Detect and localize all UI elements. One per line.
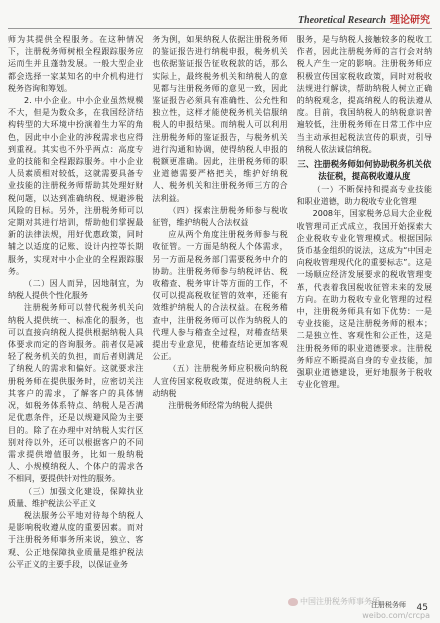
- paragraph: 服务，是与纳税人接触较多的税收工作者，因此注册税务师的言行会对纳税人产生一定的影响。注册税务师应积极宣传国家税收政策，同时对税收法规进行解读，帮助纳税人树立正确的纳税观念，提高纳税人的税法遵从度。目前，我国纳税人的纳税意识普遍较低，注册税务师在日常工作中应当主动承担起税法宣传的职责，引导纳税人依法诚信纳税。: [296, 35, 432, 154]
- subheading: （一）不断保持和提高专业技能和职业道德，助力税收专业化管理: [296, 185, 432, 207]
- column-right: [297, 34, 432, 594]
- header-divider: [8, 28, 432, 29]
- subheading: （三）加强文化建设，保障执业质量、维护税法公平正义: [8, 486, 144, 508]
- paragraph: 2. 中小企业。中小企业虽然规模不大，但是为数众多，在我国经济结构转型的大环境中扮演着生力军的角色，因此中小企业的涉税需求也应得到重视。其实也不外乎两点：高度专业的技能和全程跟踪服务。中小企业人员素质相对较低，这就需要具备专业技能的注册税务师帮助其处理好财税问题，以达到准确纳税、规避涉税风险的目标。另外，注册税务师可以定期对其进行培训，帮助他们掌握最新的法律法规，用好优惠政策，同时辅之以适度的记账、设计内控等长期服务，实现对中小企业的全程跟踪服务。: [8, 96, 144, 276]
- subheading: （二）因人而异，因地制宜，为纳税人提供个性化服务: [8, 279, 144, 301]
- paragraph: 应从两个角度注册税务师参与税收征管。一方面是纳税人个体需求，另一方面是税务部门需要税务中介的协助。注册税务师参与纳税评估、税收稽查、税务审计等方面的工作，不仅可以提高税收征管的效率，还能有效维护纳税人的合法权益。在税务稽查中，注册税务师可以作为纳税人的代理人参与稽查全过程，对稽查结果提出专业意见，使稽查结论更加客观公正。: [152, 230, 288, 362]
- paragraph: 师为其提供全程服务。在这种情况下，注册税务师树根全程跟踪服务应运而生并且蓬勃发展。一般大型企业都会选择一家某知名的中介机构进行税务咨询和筹划。: [8, 35, 144, 93]
- section-title-cn: 理论研究: [390, 15, 430, 26]
- journal-name: 注册税务师: [371, 601, 406, 609]
- paragraph: 注册税务师可以替代税务机关向纳税人提供统一、标准化的服务，也可以直接向纳税人提供根据纳税人具体要求而定的咨询服务。前者仅是减轻了税务机关的负担，而后者则满足了纳税人的需求和偏好。这就要求注册税务师在提供服务时，应密切关注其客户的需求，了解客户的具体情况，如税务体系特点、纳税人是否满足优惠条件，还是以规避风险为主要目的。除了在办理中对纳税人实行区别对待以外，还可以根据客户的不同需求提供增值服务，比如一般纳税人、小规模纳税人、个体户的需求各不相同，要提供针对性的服务。: [8, 303, 144, 484]
- watermark-url: weibo.com/crcpa: [362, 611, 430, 620]
- section-title: [298, 11, 430, 26]
- section-title-en: Theoretical Research: [297, 15, 386, 26]
- article-body: [8, 34, 432, 594]
- paragraph: 税法服务公平地对待每个纳税人是影响税收遵从度的重要因素。而对于注册税务师事务所来说，独立、客观、公正地保障执业质量是维护税法公平正义的主要手段，以保证业务: [8, 510, 144, 569]
- column-left: [8, 34, 143, 594]
- paragraph: 2008年，国家税务总局大企业税收管理司正式成立，我国开始探索大企业税收专业化管理模式。根据国际货币基金组织的说法，这成为“中国走向税收管理现代化的重要标志”。这是一场顺应经济发展要求的税收管理变革，代表着我国税收征管未来的发展方向。在助力税收专业化管理的过程中，注册税务师具有如下优势：一是专业技能，这是注册税务师的根本；二是独立性、客观性和公正性，这是注册税务师的职业道德要求。注册税务师应不断提高自身的专业技能，加强职业道德建设，更好地服务于税收专业化管理。: [296, 209, 432, 390]
- page-number: 45: [416, 603, 428, 613]
- subheading: （四）探索注册税务师参与税收征管，维护纳税人合法权益: [152, 205, 288, 228]
- subheading: （五）注册税务师应积极向纳税人宣传国家税收政策，促进纳税人主动纳税: [152, 364, 288, 398]
- watermark-text: 中国注册税务师事务所: [300, 597, 380, 606]
- watermark: [288, 597, 380, 607]
- page-footer: [0, 593, 440, 623]
- weibo-icon: [288, 598, 298, 606]
- paragraph: 务为例，如果纳税人依据注册税务师的鉴证报告进行纳税申报，税务机关也依据鉴证报告征收税款的话，那么实际上，最终税务机关和纳税人的意见都与注册税务师的意见一致，因此鉴证报告必须具有准确性、公允性和独立性，这样才能使税务机关信服纳税人的申报结果。而纳税人可以利用注册税务师的鉴证报告，与税务机关进行沟通和协调，使得纳税人申报的税额更准确。因此，注册税务师的职业道德需要严格把关，维护好纳税人、税务机关和注册税务师三方的合法利益。: [152, 35, 288, 203]
- paragraph: 注册税务师经常为纳税人提供: [168, 401, 273, 411]
- page-header: [0, 0, 440, 34]
- section-heading: 三、注册税务师如何协助税务机关依法征税，提高税收遵从度: [297, 159, 432, 182]
- column-middle: [152, 34, 287, 594]
